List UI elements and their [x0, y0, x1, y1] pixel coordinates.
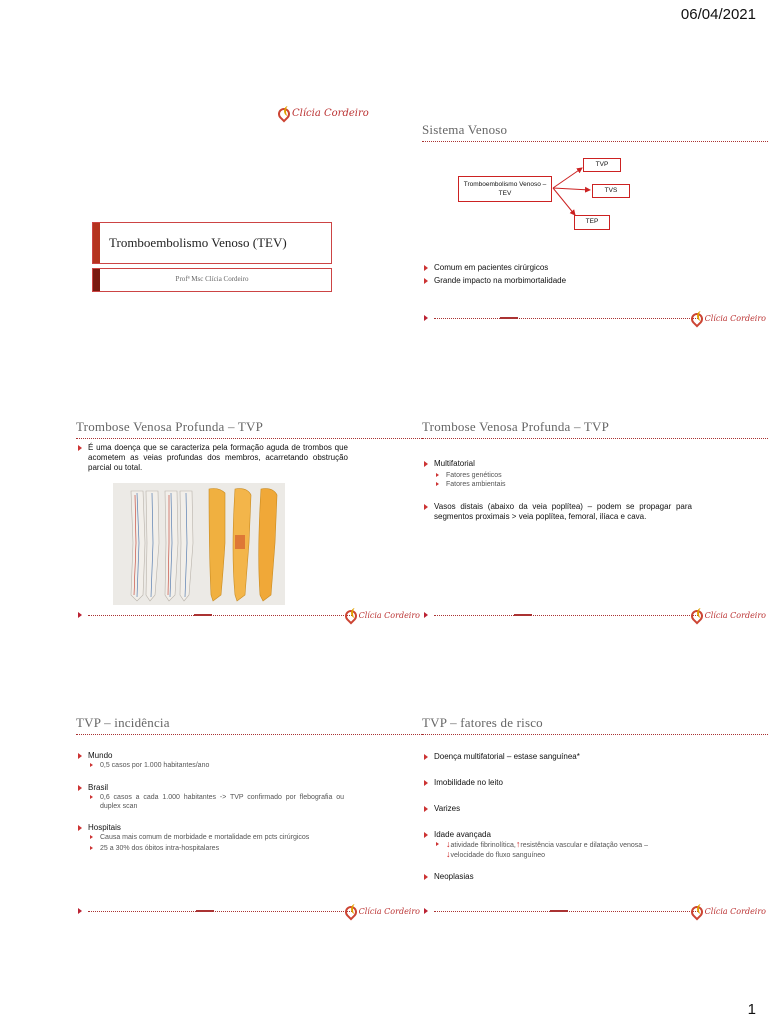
- slide-footer: [76, 902, 422, 920]
- sub-list-item: 0,5 casos por 1.000 habitantes/ano: [88, 761, 344, 770]
- page-date: 06/04/2021: [680, 6, 756, 23]
- footer-logo: [691, 311, 766, 325]
- footer-line: [88, 615, 352, 616]
- logo-text: Clícia Cordeiro: [358, 610, 420, 620]
- legs-illustration: [113, 483, 285, 605]
- list-item: Comum em pacientes cirúrgicos: [422, 263, 762, 273]
- footer-arrow-icon: [78, 908, 82, 914]
- sub-list: [88, 833, 344, 853]
- tev-box: Tromboembolismo Venoso – TEV: [458, 176, 552, 202]
- slide-5: [76, 715, 422, 920]
- arrow-to-tep: [553, 188, 575, 215]
- footer-line: [88, 911, 352, 912]
- slide-footer: [422, 606, 768, 624]
- list-item: Varizes: [422, 804, 702, 814]
- arrow-down-icon: ↓: [446, 839, 451, 849]
- slide-title: Sistema Venoso: [422, 122, 508, 137]
- title-divider: [422, 438, 768, 439]
- list-item: Doença multifatorial – estase sanguínea*: [422, 752, 702, 762]
- arrow-down-icon: ↓: [446, 849, 451, 859]
- sub-list-item: [434, 840, 702, 860]
- footer-dash: [550, 910, 568, 912]
- tep-box: TEP: [574, 215, 610, 230]
- page-number: 1: [747, 1001, 756, 1018]
- footer-logo: [691, 904, 766, 918]
- arrow-to-tvs: [553, 188, 590, 190]
- footer-arrow-icon: [424, 908, 428, 914]
- logo-text: Clícia Cordeiro: [292, 107, 369, 119]
- slide-title: TVP – incidência: [76, 715, 170, 730]
- bullet-list: [76, 751, 344, 853]
- heart-logo-icon: [345, 608, 359, 622]
- logo-text: Clícia Cordeiro: [704, 906, 766, 916]
- logo: [278, 106, 369, 120]
- arrow-up-icon: ↑: [515, 839, 521, 849]
- sub-list-item: Fatores genéticos: [434, 471, 692, 480]
- footer-line: [434, 318, 698, 319]
- list-item-text: Mundo: [88, 751, 113, 760]
- footer-dash: [500, 317, 518, 319]
- logo-text: Clícia Cordeiro: [704, 610, 766, 620]
- bullet-list: [76, 443, 348, 473]
- footer-dash: [514, 614, 532, 616]
- bullet-list: [422, 263, 762, 286]
- slide-footer: [76, 606, 422, 624]
- heart-logo-icon: [345, 904, 359, 918]
- list-item: Imobilidade no leito: [422, 778, 702, 788]
- slide-title: Trombose Venosa Profunda – TVP: [76, 419, 264, 434]
- slide-2: [422, 122, 768, 327]
- title-divider: [76, 438, 422, 439]
- slide-title: Trombose Venosa Profunda – TVP: [422, 419, 610, 434]
- bullet-list: [422, 459, 692, 522]
- sub-list-item: Fatores ambientais: [434, 480, 692, 489]
- heart-logo-icon: [691, 904, 705, 918]
- list-item-text: Brasil: [88, 783, 109, 792]
- slide-3: [76, 419, 422, 624]
- footer-arrow-icon: [424, 315, 428, 321]
- heart-logo-icon: [691, 608, 705, 622]
- list-item: É uma doença que se caracteriza pela formação aguda de trombos que acometem as veias profundas dos membros, acarretando obstrução parcial ou total.: [76, 443, 348, 473]
- legs-anatomy-image: [113, 483, 285, 605]
- list-item: [76, 751, 344, 770]
- footer-logo: [345, 904, 420, 918]
- list-item: [422, 830, 702, 860]
- sub-text-b: resistência vascular e dilatação venosa –: [520, 842, 649, 849]
- tvs-box: TVS: [592, 184, 630, 198]
- sub-list: [88, 761, 344, 770]
- list-item-text: Idade avançada: [434, 830, 491, 839]
- list-item-text: Hospitais: [88, 823, 121, 832]
- title-divider: [76, 734, 422, 735]
- bullet-list: [422, 752, 702, 882]
- list-item: Neoplasias: [422, 872, 702, 882]
- slide-4: [422, 419, 768, 624]
- sub-text-a: atividade fibrinolítica,: [450, 842, 516, 849]
- heart-logo-icon: [278, 106, 292, 120]
- list-item-text: Multifatorial: [434, 459, 475, 468]
- sub-list: [434, 471, 692, 489]
- footer-dash: [194, 614, 212, 616]
- footer-line: [434, 615, 698, 616]
- list-item: [76, 783, 344, 811]
- list-item: [422, 459, 692, 489]
- slide-subtitle: Profª Msc Clícia Cordeiro: [175, 275, 249, 283]
- list-item: [76, 823, 344, 853]
- arrow-to-tvp: [553, 168, 582, 188]
- list-item: Vasos distais (abaixo da veia poplítea) – podem se propagar para segmentos proximais > veia poplítea, femoral, ilíaca e cava.: [422, 502, 692, 522]
- logo-text: Clícia Cordeiro: [704, 313, 766, 323]
- heart-logo-icon: [691, 311, 705, 325]
- sub-list: [88, 793, 344, 811]
- footer-arrow-icon: [424, 612, 428, 618]
- footer-dash: [196, 910, 214, 912]
- slide-title: Tromboembolismo Venoso (TEV): [109, 235, 287, 250]
- list-item: Grande impacto na morbimortalidade: [422, 276, 762, 286]
- footer-arrow-icon: [78, 612, 82, 618]
- title-divider: [422, 734, 768, 735]
- sub-text-c: velocidade do fluxo sanguíneo: [450, 852, 546, 859]
- tvp-box: TVP: [583, 158, 621, 172]
- slide-title: TVP – fatores de risco: [422, 715, 543, 730]
- footer-logo: [691, 608, 766, 622]
- title-box: [92, 222, 332, 264]
- slide-footer: [422, 902, 768, 920]
- sub-list: [434, 840, 702, 860]
- footer-logo: [345, 608, 420, 622]
- sub-list-item: 25 a 30% dos óbitos intra-hospitalares: [88, 844, 344, 853]
- logo-text: Clícia Cordeiro: [358, 906, 420, 916]
- sub-list-item: 0,6 casos a cada 1.000 habitantes -> TVP confirmado por flebografia ou duplex scan: [88, 793, 344, 811]
- slide-1: [76, 98, 422, 328]
- slide-footer: [422, 309, 768, 327]
- subtitle-box: [92, 268, 332, 292]
- title-bar-accent: [93, 223, 100, 263]
- sub-list-item: Causa mais comum de morbidade e mortalidade em pcts cirúrgicos: [88, 833, 344, 842]
- slide-6: [422, 715, 768, 920]
